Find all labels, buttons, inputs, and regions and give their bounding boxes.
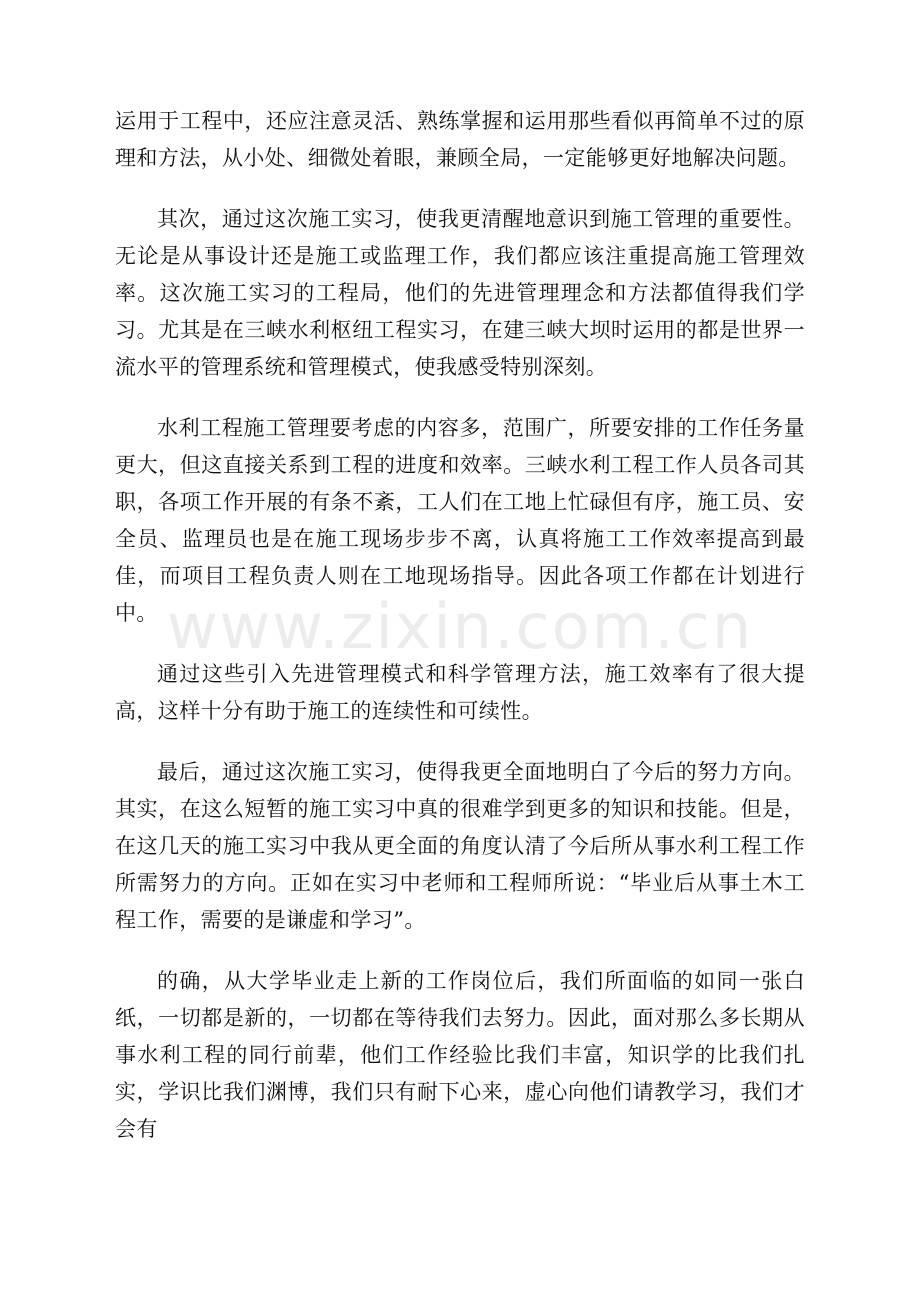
paragraph-5: 最后，通过这次施工实习，使得我更全面地明白了今后的努力方向。其实，在这么短暂的施工实习中真的很难学到更多的知识和技能。但是，在这几天的施工实习中我从更全面的角度认清了今后所从事水利工程工作所需努力的方向。正如在实习中老师和工程师所说：“毕业后从事土木工程工作，需要的是谦虚和学习”。 [115,760,805,932]
paragraph-3: 水利工程施工管理要考虑的内容多，范围广，所要安排的工作任务量更大，但这直接关系到工程的进度和效率。三峡水利工程工作人员各司其职，各项工作开展的有条不紊，工人们在工地上忙碌但有序，施工员、安全员、监理员也是在施工现场步步不离，认真将施工工作效率提高到最佳，而项目工程负责人则在工地现场指导。因此各项工作都在计划进行中。 [115,416,805,625]
paragraph-1: 运用于工程中，还应注意灵活、熟练掌握和运用那些看似再简单不过的原理和方法，从小处、细微处着眼，兼顾全局，一定能够更好地解决问题。 [115,109,805,170]
document-body [115,103,805,1172]
paragraph-2: 其次，通过这次施工实习，使我更清醒地意识到施工管理的重要性。无论是从事设计还是施工或监理工作，我们都应该注重提高施工管理效率。这次施工实习的工程局，他们的先进管理理念和方法都值得我们学习。尤其是在三峡水利枢纽工程实习，在建三峡大坝时运用的都是世界一流水平的管理系统和管理模式，使我感受特别深刻。 [115,207,805,379]
watermark: www.zixin.com.cn [166,590,754,663]
paragraph-6: 的确，从大学毕业走上新的工作岗位后，我们所面临的如同一张白纸，一切都是新的，一切都在等待我们去努力。因此，面对那么多长期从事水利工程的同行前辈，他们工作经验比我们丰富，知识学的比我们扎实，学识比我们渊博，我们只有耐下心来，虚心向他们请教学习，我们才会有 [115,969,805,1141]
paragraph-4: 通过这些引入先进管理模式和科学管理方法，施工效率有了很大提高，这样十分有助于施工的连续性和可续性。 [115,662,805,723]
